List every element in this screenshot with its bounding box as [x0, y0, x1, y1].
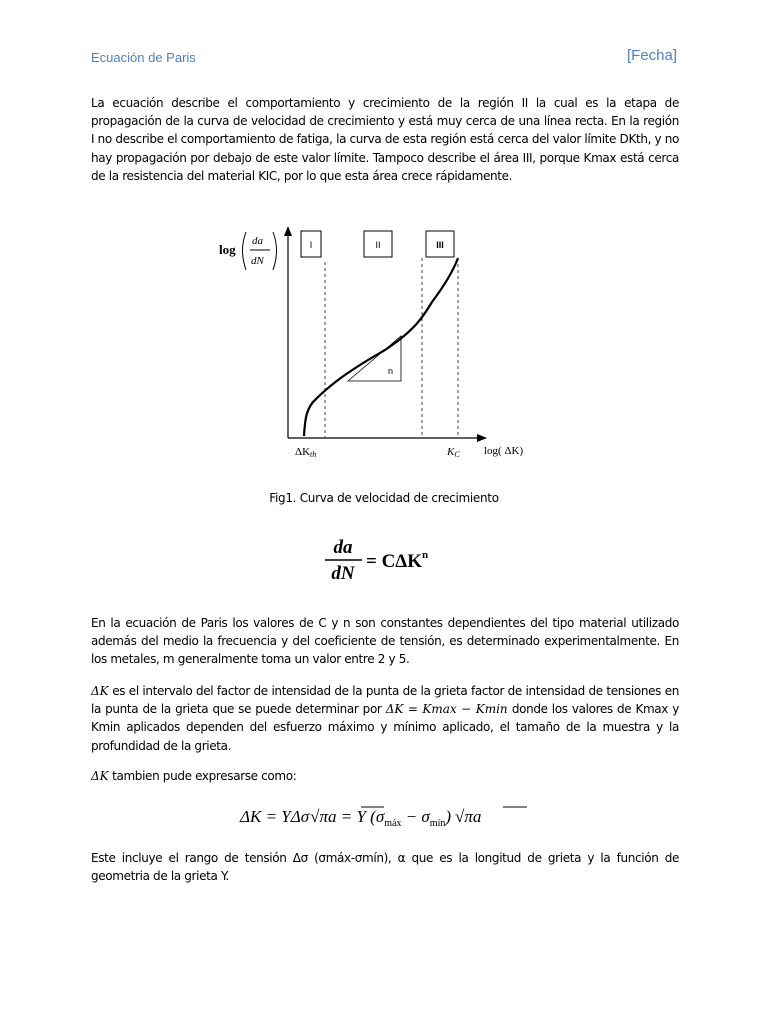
figure-slope-label: n [388, 366, 394, 376]
paris-equation [320, 533, 470, 587]
figure-growth-curve [304, 258, 458, 436]
alt-text: tambien pude expresarse como: [108, 769, 297, 783]
figure-y-axis-right-paren [273, 232, 277, 270]
paris-equation-rhs: = $C\Delta K^n$ [366, 549, 429, 572]
figure-slope-triangle [348, 336, 401, 381]
figure-region-label-i: I [309, 240, 313, 250]
figure-y-axis-arrow [284, 226, 292, 236]
figure-y-axis-left-paren [243, 232, 247, 270]
figure-threshold-label: ΔKth [295, 446, 317, 459]
paragraph-delta-k [91, 682, 679, 755]
delta-k-text-after: donde los valores de Kmax y Kmin aplicados dependen del esfuerzo máximo y mínimo aplicado, el tamaño de la muestra y la profundidad de la grieta. [91, 702, 679, 753]
figure-region-label-iii: III [436, 240, 444, 250]
intro-paragraph: La ecuación describe el comportamiento y crecimiento de la región II la cual es la etapa de propagación de la curva de velocidad de crecimiento y está muy cerca de una línea recta. En la región I no describe el comportamiento de fatiga, la curva de esta región está cerca del valor límite DKth, y no hay propagación por debajo de este valor límite. Tampoco describe el área III, porque Kmax está cerca de la resistencia del material KIC, por lo que esta área crece rápidamente. [91, 96, 679, 183]
figure-x-axis-arrow [477, 434, 487, 442]
document-header-title: Ecuación de Paris [91, 50, 196, 65]
figure-x-axis-label: log( ΔK) [484, 445, 524, 457]
paris-equation-denominator: dN [331, 563, 355, 584]
document-header-date[interactable]: [Fecha] [626, 47, 677, 64]
figure-region-label-ii: II [375, 240, 381, 250]
figure-y-axis-denominator: dN [251, 255, 264, 267]
figure-y-axis-prefix: log [219, 242, 236, 257]
range-equation-line: ΔK = YΔσ√πa = Y $(\sigma_{máx} - \sigma_{mín})$ √πa [240, 807, 482, 829]
paragraph-constants: En la ecuación de Paris los valores de C y n son constantes dependientes del tipo material utilizado además del medio la frecuencia y del coeficiente de tensión, es determinado experimentalmente. En los metales, m generalmente toma un valor entre 2 y 5. [91, 616, 679, 667]
delta-k-formula: ΔK = Kmax − Kmin [385, 702, 508, 717]
delta-k-text-before: es el intervalo del factor de intensidad de la punta de la grieta factor de intensidad de tensiones en la punta de la grieta que se puede determinar por [91, 684, 679, 717]
paragraph-alternative [91, 767, 679, 785]
paragraph-final: Este incluye el rango de tensión Δσ (σmáx-σmín), α que es la longitud de grieta y la función de geometria de la grieta Y. [91, 851, 679, 884]
crack-growth-figure [215, 222, 535, 472]
range-equation [238, 802, 538, 836]
figure-critical-label: KC [447, 446, 460, 459]
delta-k-symbol: ΔK [91, 684, 109, 698]
alt-delta-k-symbol: ΔK [91, 769, 109, 783]
paris-equation-numerator: da [333, 537, 353, 558]
figure-y-axis-numerator: da [252, 235, 263, 247]
figure-caption: Fig1. Curva de velocidad de crecimiento [269, 491, 499, 505]
